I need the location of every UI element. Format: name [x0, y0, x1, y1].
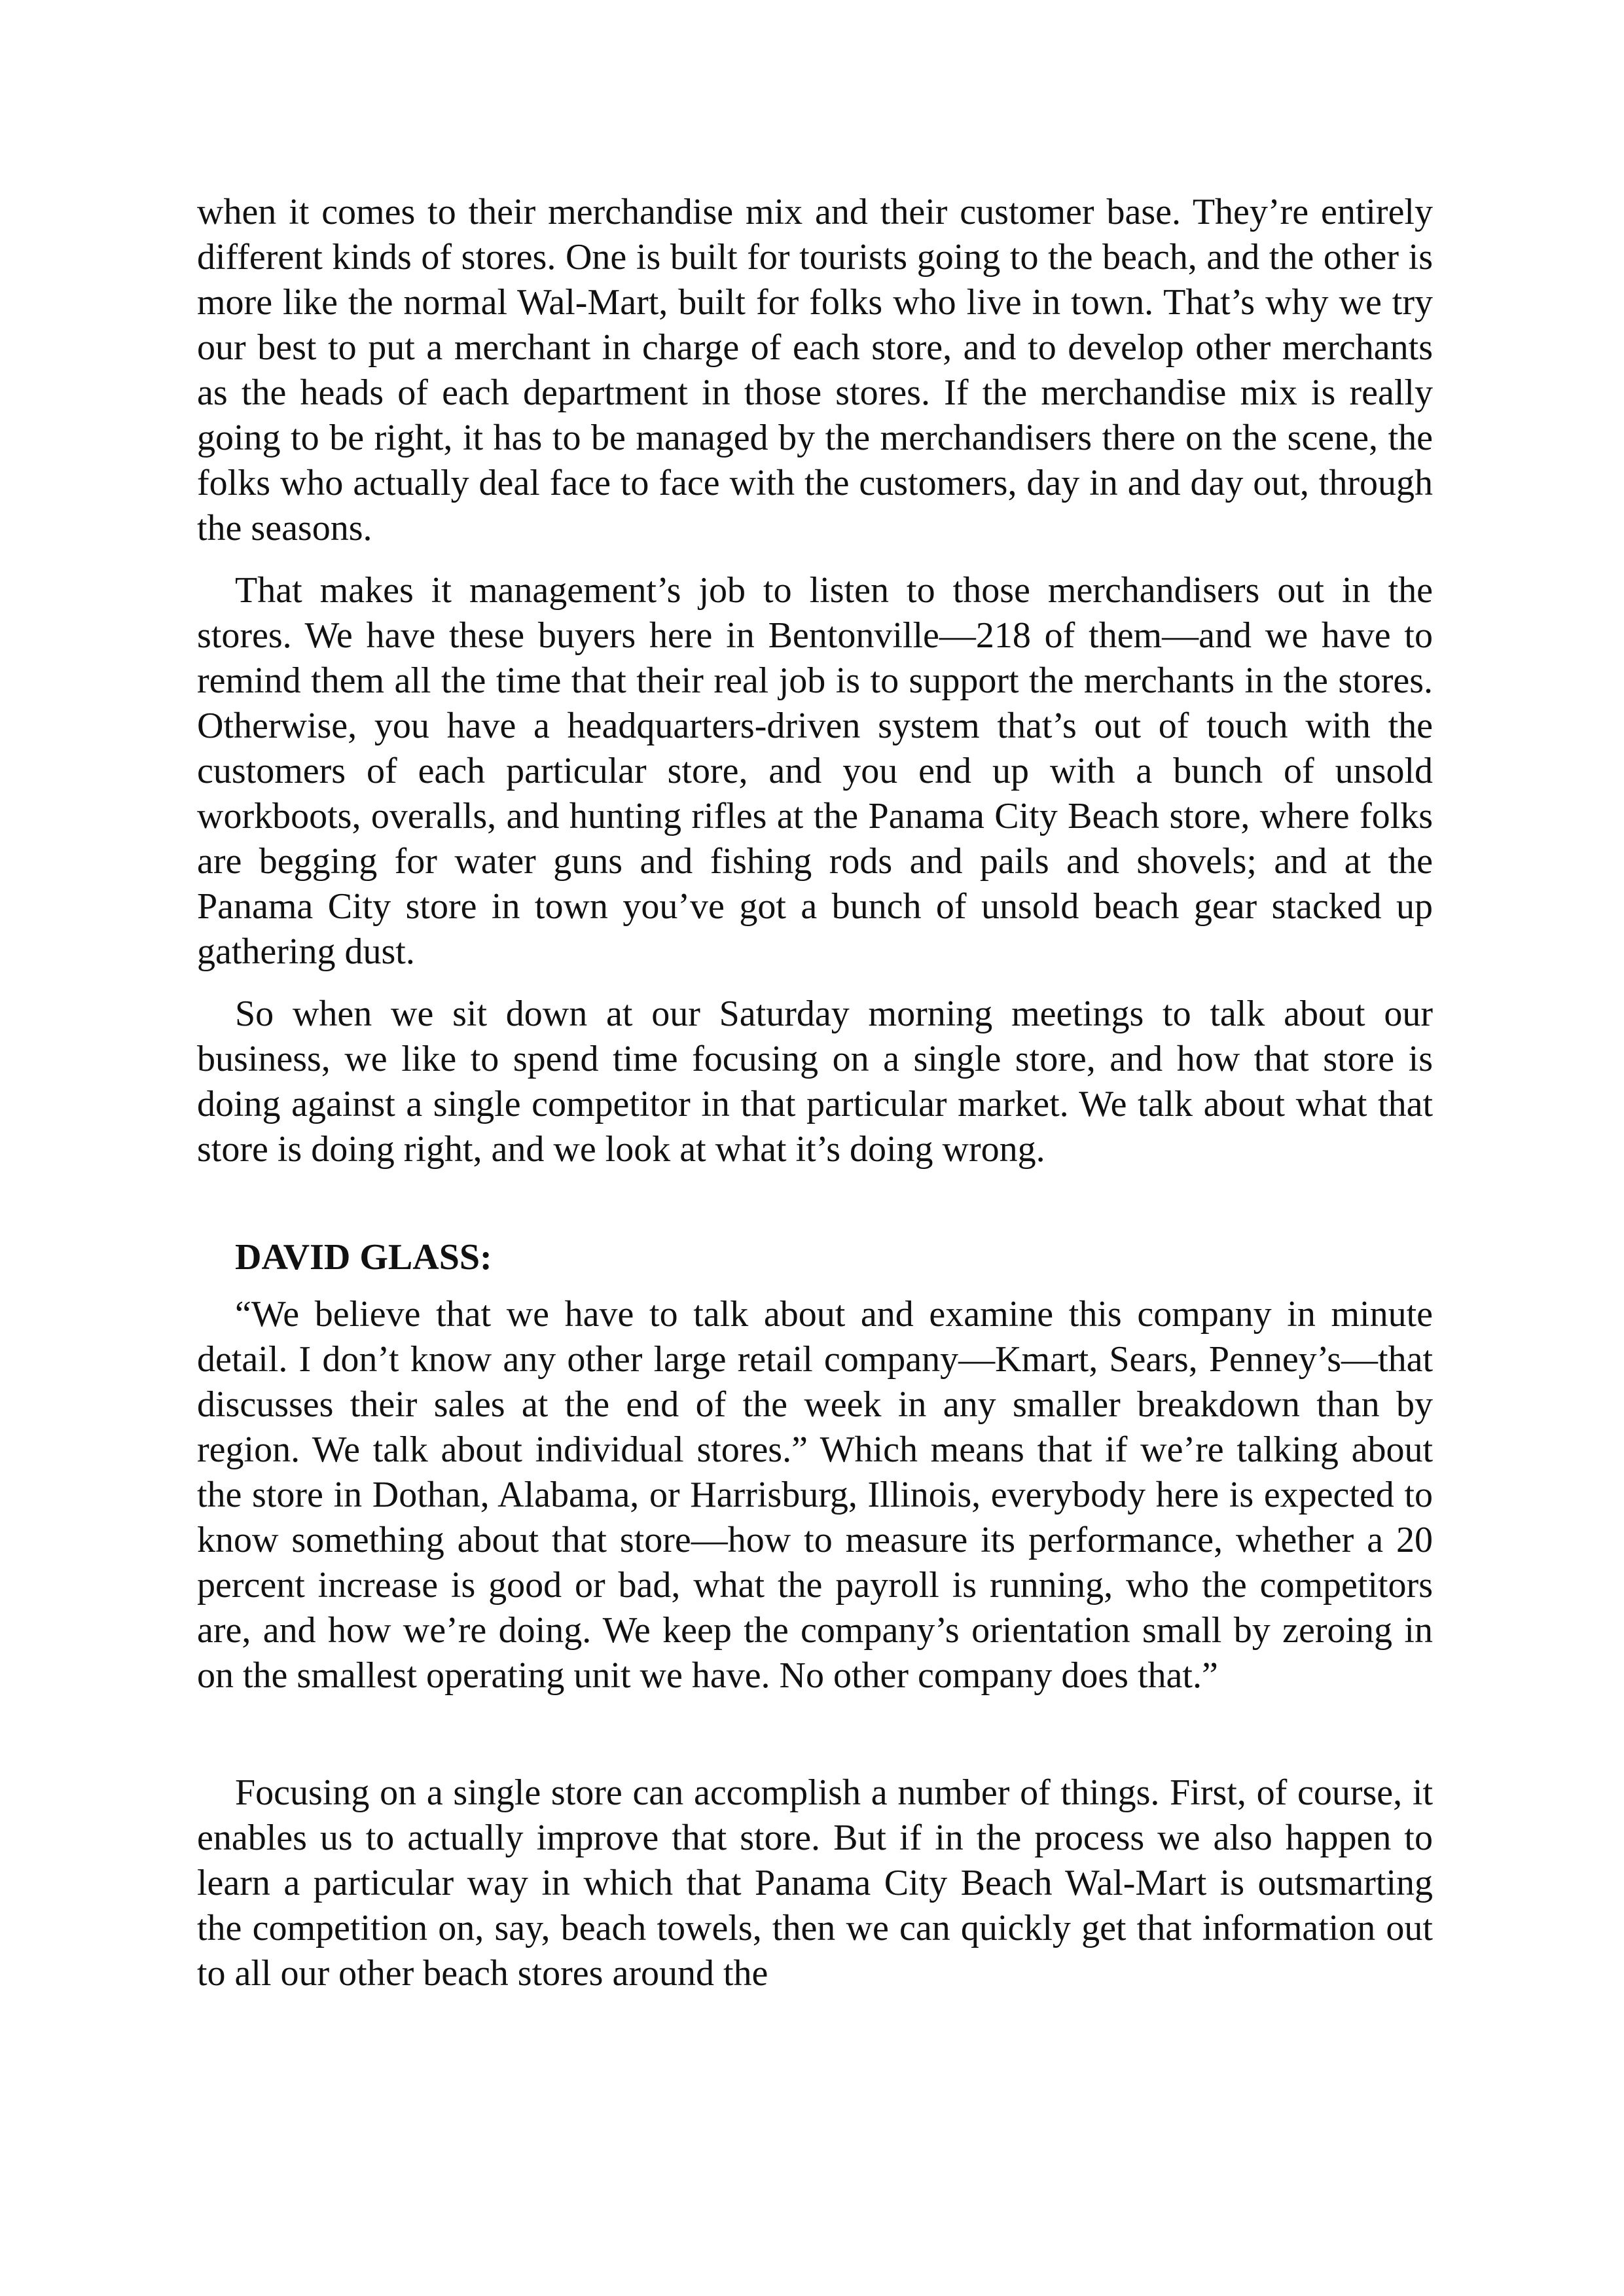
paragraph-saturday-meetings: So when we sit down at our Saturday morning meetings to talk about our business, we like to spend time focusing on a single store, and how that store is doing against a single competitor in that particular market. We talk about what that store is doing right, and we look at what it’s doing wrong.	[197, 994, 1433, 1170]
speaker-heading: DAVID GLASS:	[235, 1237, 492, 1278]
paragraph-management: That makes it management’s job to listen to those merchandisers out in the stores. We have these buyers here in Bentonville—218 of them—and we have to remind them all the time that their real job is to support the merchants in the stores. Otherwise, you have a headquarters-driven system that’s out of touch with the customers of each particular store, and you end up with a bunch of unsold workboots, overalls, and hunting rifles at the Panama City Beach store, where folks are begging for water guns and fishing rods and pails and shovels; and at the Panama City store in town you’ve got a bunch of unsold beach gear stacked up gathering dust.	[197, 570, 1433, 972]
paragraph-continuation: when it comes to their merchandise mix and their customer base. They’re entirely different kinds of stores. One is built for tourists going to the beach, and the other is more like the normal Wal-Mart, built for folks who live in town. That’s why we try our best to put a merchant in charge of each store, and to develop other merchants as the heads of each department in those stores. If the merchandise mix is really going to be right, it has to be managed by the merchandisers there on the scene, the folks who actually deal face to face with the customers, day in and day out, through the seasons.	[197, 192, 1433, 548]
quote-paragraph: “We believe that we have to talk about and examine this company in minute detail. I don’t know any other large retail company—Kmart, Sears, Penney’s—that discusses their sales at the end of the week in any smaller breakdown than by region. We talk about individual stores.” Which means that if we’re talking about the store in Dothan, Alabama, or Harrisburg, Illinois, everybody here is expected to know something about that store—how to measure its performance, whether a 20 percent increase is good or bad, what the payroll is running, who the competitors are, and how we’re doing. We keep the company’s orientation small by zeroing in on the smallest operating unit we have. No other company does that.”	[197, 1294, 1433, 1696]
paragraph-focusing: Focusing on a single store can accomplish a number of things. First, of course, it enables us to actually improve that store. But if in the process we also happen to learn a particular way in which that Panama City Beach Wal-Mart is outsmarting the competition on, say, beach towels, then we can quickly get that information out to all our other beach stores around the	[197, 1772, 1433, 1994]
page-body	[197, 190, 1433, 2013]
